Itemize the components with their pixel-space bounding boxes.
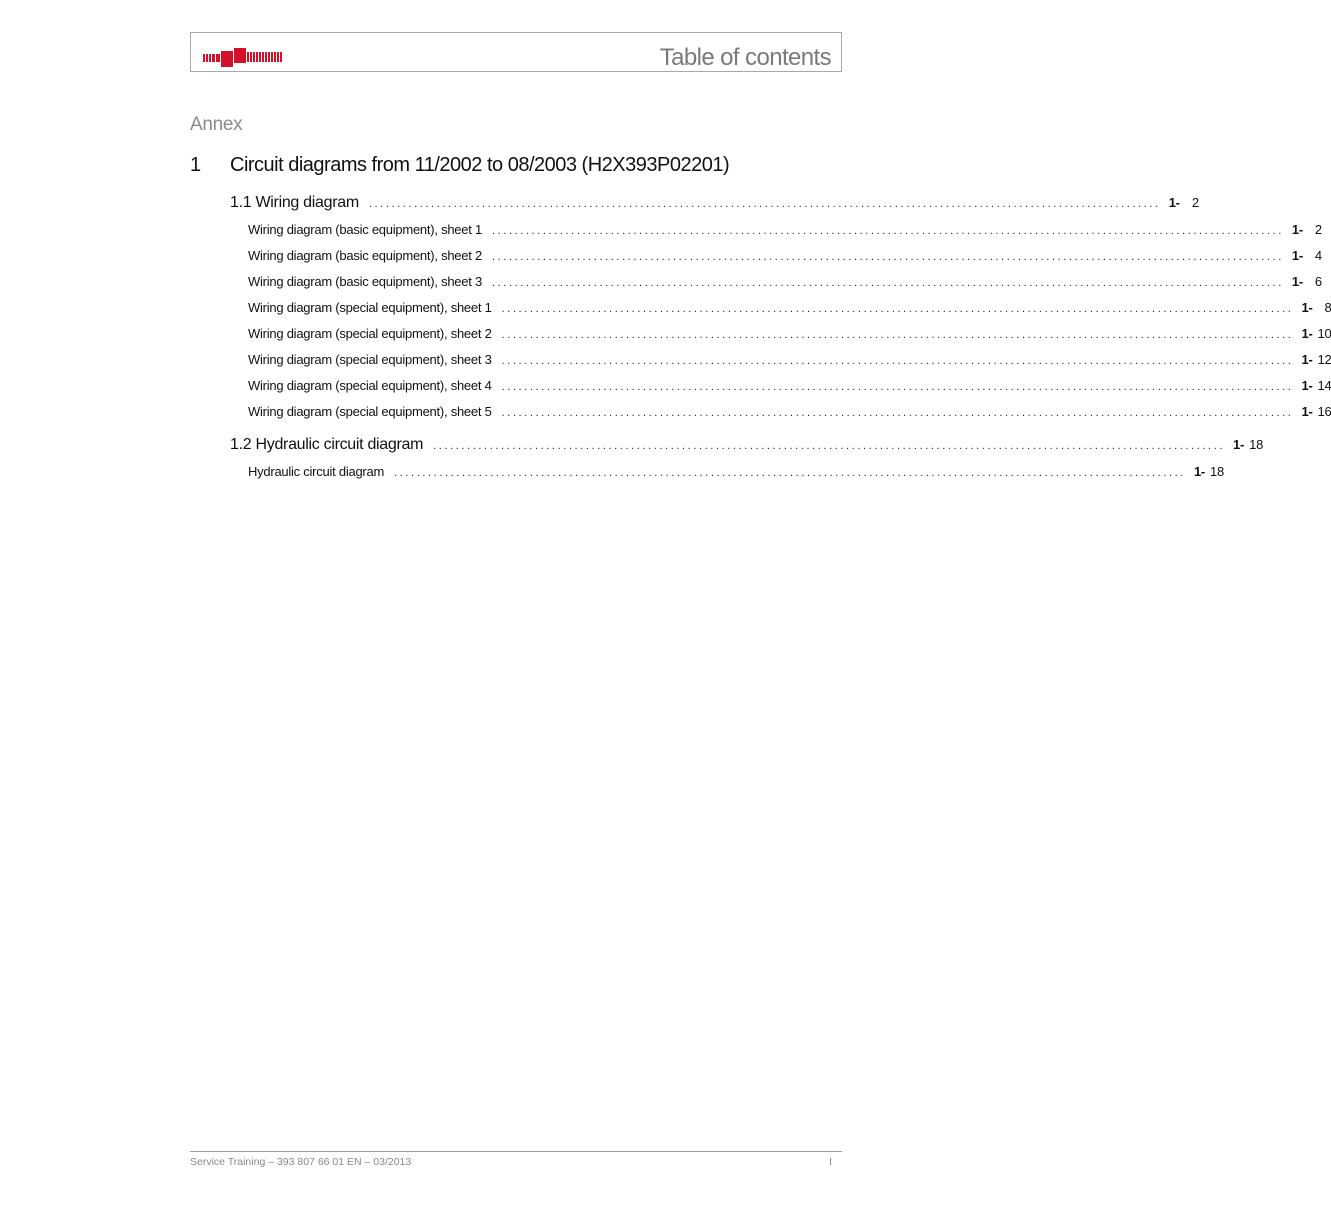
toc-chapter-prefix: 1- bbox=[1301, 352, 1313, 367]
toc-subsection-entry[interactable] bbox=[248, 248, 1322, 263]
page-header bbox=[190, 32, 842, 72]
toc-page-ref bbox=[1292, 274, 1322, 289]
toc-entry-title: Wiring diagram (basic equipment), sheet 1 bbox=[248, 222, 482, 237]
toc-page-number: 12 bbox=[1317, 352, 1331, 367]
toc-chapter-prefix: 1- bbox=[1301, 378, 1313, 393]
toc-subsection-entry[interactable] bbox=[248, 300, 1331, 315]
chapter-heading bbox=[190, 154, 840, 182]
toc-page-number: 18 bbox=[1249, 437, 1264, 452]
toc-chapter-prefix: 1- bbox=[1291, 274, 1303, 289]
footer-divider bbox=[190, 1151, 842, 1152]
section-label: Annex bbox=[190, 114, 243, 135]
toc-leader-dots: ............................................................................................................................................ bbox=[433, 440, 1226, 452]
toc-page-ref bbox=[1169, 195, 1199, 210]
toc-chapter-prefix: 1- bbox=[1291, 222, 1303, 237]
toc-subsection-entry[interactable] bbox=[248, 352, 1331, 367]
toc-entry-title: Wiring diagram (basic equipment), sheet 3 bbox=[248, 274, 482, 289]
toc-page-ref bbox=[1301, 352, 1331, 367]
footer-text: Service Training – 393 807 66 01 EN – 03/2013 bbox=[190, 1156, 412, 1168]
toc-subsection-entry[interactable] bbox=[248, 464, 1224, 479]
toc-page-ref bbox=[1301, 378, 1331, 393]
toc-chapter-prefix: 1- bbox=[1301, 404, 1313, 419]
toc-entry-title: 1.2 Hydraulic circuit diagram bbox=[230, 436, 424, 453]
chapter-number: 1 bbox=[190, 154, 201, 176]
toc-page-number: 8 bbox=[1324, 300, 1331, 315]
toc-chapter-prefix: 1- bbox=[1193, 464, 1206, 479]
toc-page-ref bbox=[1301, 326, 1331, 341]
toc-entry-title: Wiring diagram (special equipment), sheet 2 bbox=[248, 326, 492, 341]
toc-page-number: 2 bbox=[1314, 222, 1322, 237]
toc-page-number: 6 bbox=[1314, 274, 1322, 289]
toc-leader-dots: ............................................................................................................................................ bbox=[501, 329, 1294, 341]
toc-leader-dots: ............................................................................................................................................ bbox=[491, 251, 1284, 263]
page-title: Table of contents bbox=[659, 44, 831, 71]
toc-entry-title: Wiring diagram (special equipment), sheet 3 bbox=[248, 352, 492, 367]
toc-leader-dots: ............................................................................................................................................ bbox=[501, 355, 1294, 367]
toc-entry-title: Wiring diagram (special equipment), sheet 1 bbox=[248, 300, 492, 315]
toc-page-ref bbox=[1233, 437, 1263, 452]
toc-page-number: 2 bbox=[1191, 195, 1199, 210]
toc-subsection-entry[interactable] bbox=[248, 222, 1322, 237]
toc-chapter-prefix: 1- bbox=[1301, 326, 1313, 341]
toc-subsection-entry[interactable] bbox=[248, 274, 1322, 289]
toc-page-number: 10 bbox=[1317, 326, 1331, 341]
toc-page-ref bbox=[1292, 248, 1322, 263]
toc-section-entry[interactable] bbox=[230, 436, 1264, 454]
toc-page-ref bbox=[1301, 300, 1331, 315]
toc-leader-dots: ............................................................................................................................................ bbox=[394, 467, 1186, 479]
toc-page-number: 16 bbox=[1317, 404, 1331, 419]
toc-chapter-prefix: 1- bbox=[1291, 248, 1303, 263]
toc-entry-title: Wiring diagram (special equipment), sheet 5 bbox=[248, 404, 492, 419]
toc-entry-title: Hydraulic circuit diagram bbox=[248, 464, 385, 479]
footer-page-number: I bbox=[829, 1156, 832, 1168]
chapter-title: Circuit diagrams from 11/2002 to 08/2003 (H2X393P02201) bbox=[230, 154, 730, 176]
toc-subsection-entry[interactable] bbox=[248, 378, 1331, 393]
toc-page-ref bbox=[1292, 222, 1322, 237]
toc-page-number: 14 bbox=[1317, 378, 1331, 393]
toc-page-number: 4 bbox=[1314, 248, 1322, 263]
toc-leader-dots: ............................................................................................................................................ bbox=[368, 198, 1161, 210]
toc-section-entry[interactable] bbox=[230, 194, 1199, 212]
toc-leader-dots: ............................................................................................................................................ bbox=[491, 225, 1284, 237]
toc-leader-dots: ............................................................................................................................................ bbox=[501, 303, 1294, 315]
toc-entry-title: Wiring diagram (special equipment), sheet 4 bbox=[248, 378, 492, 393]
toc-entry-title: Wiring diagram (basic equipment), sheet 2 bbox=[248, 248, 482, 263]
toc-subsection-entry[interactable] bbox=[248, 326, 1331, 341]
toc-chapter-prefix: 1- bbox=[1233, 437, 1244, 452]
toc-page-ref bbox=[1194, 464, 1224, 479]
toc-leader-dots: ............................................................................................................................................ bbox=[501, 407, 1294, 419]
toc-chapter-prefix: 1- bbox=[1301, 300, 1313, 315]
toc-page-number: 18 bbox=[1209, 464, 1224, 479]
brand-logo-icon bbox=[203, 45, 283, 69]
toc-chapter-prefix: 1- bbox=[1168, 195, 1180, 210]
toc-page-ref bbox=[1301, 404, 1331, 419]
toc-leader-dots: ............................................................................................................................................ bbox=[491, 277, 1284, 289]
toc-subsection-entry[interactable] bbox=[248, 404, 1331, 419]
toc-entry-title: 1.1 Wiring diagram bbox=[230, 194, 359, 211]
toc-leader-dots: ............................................................................................................................................ bbox=[501, 381, 1294, 393]
